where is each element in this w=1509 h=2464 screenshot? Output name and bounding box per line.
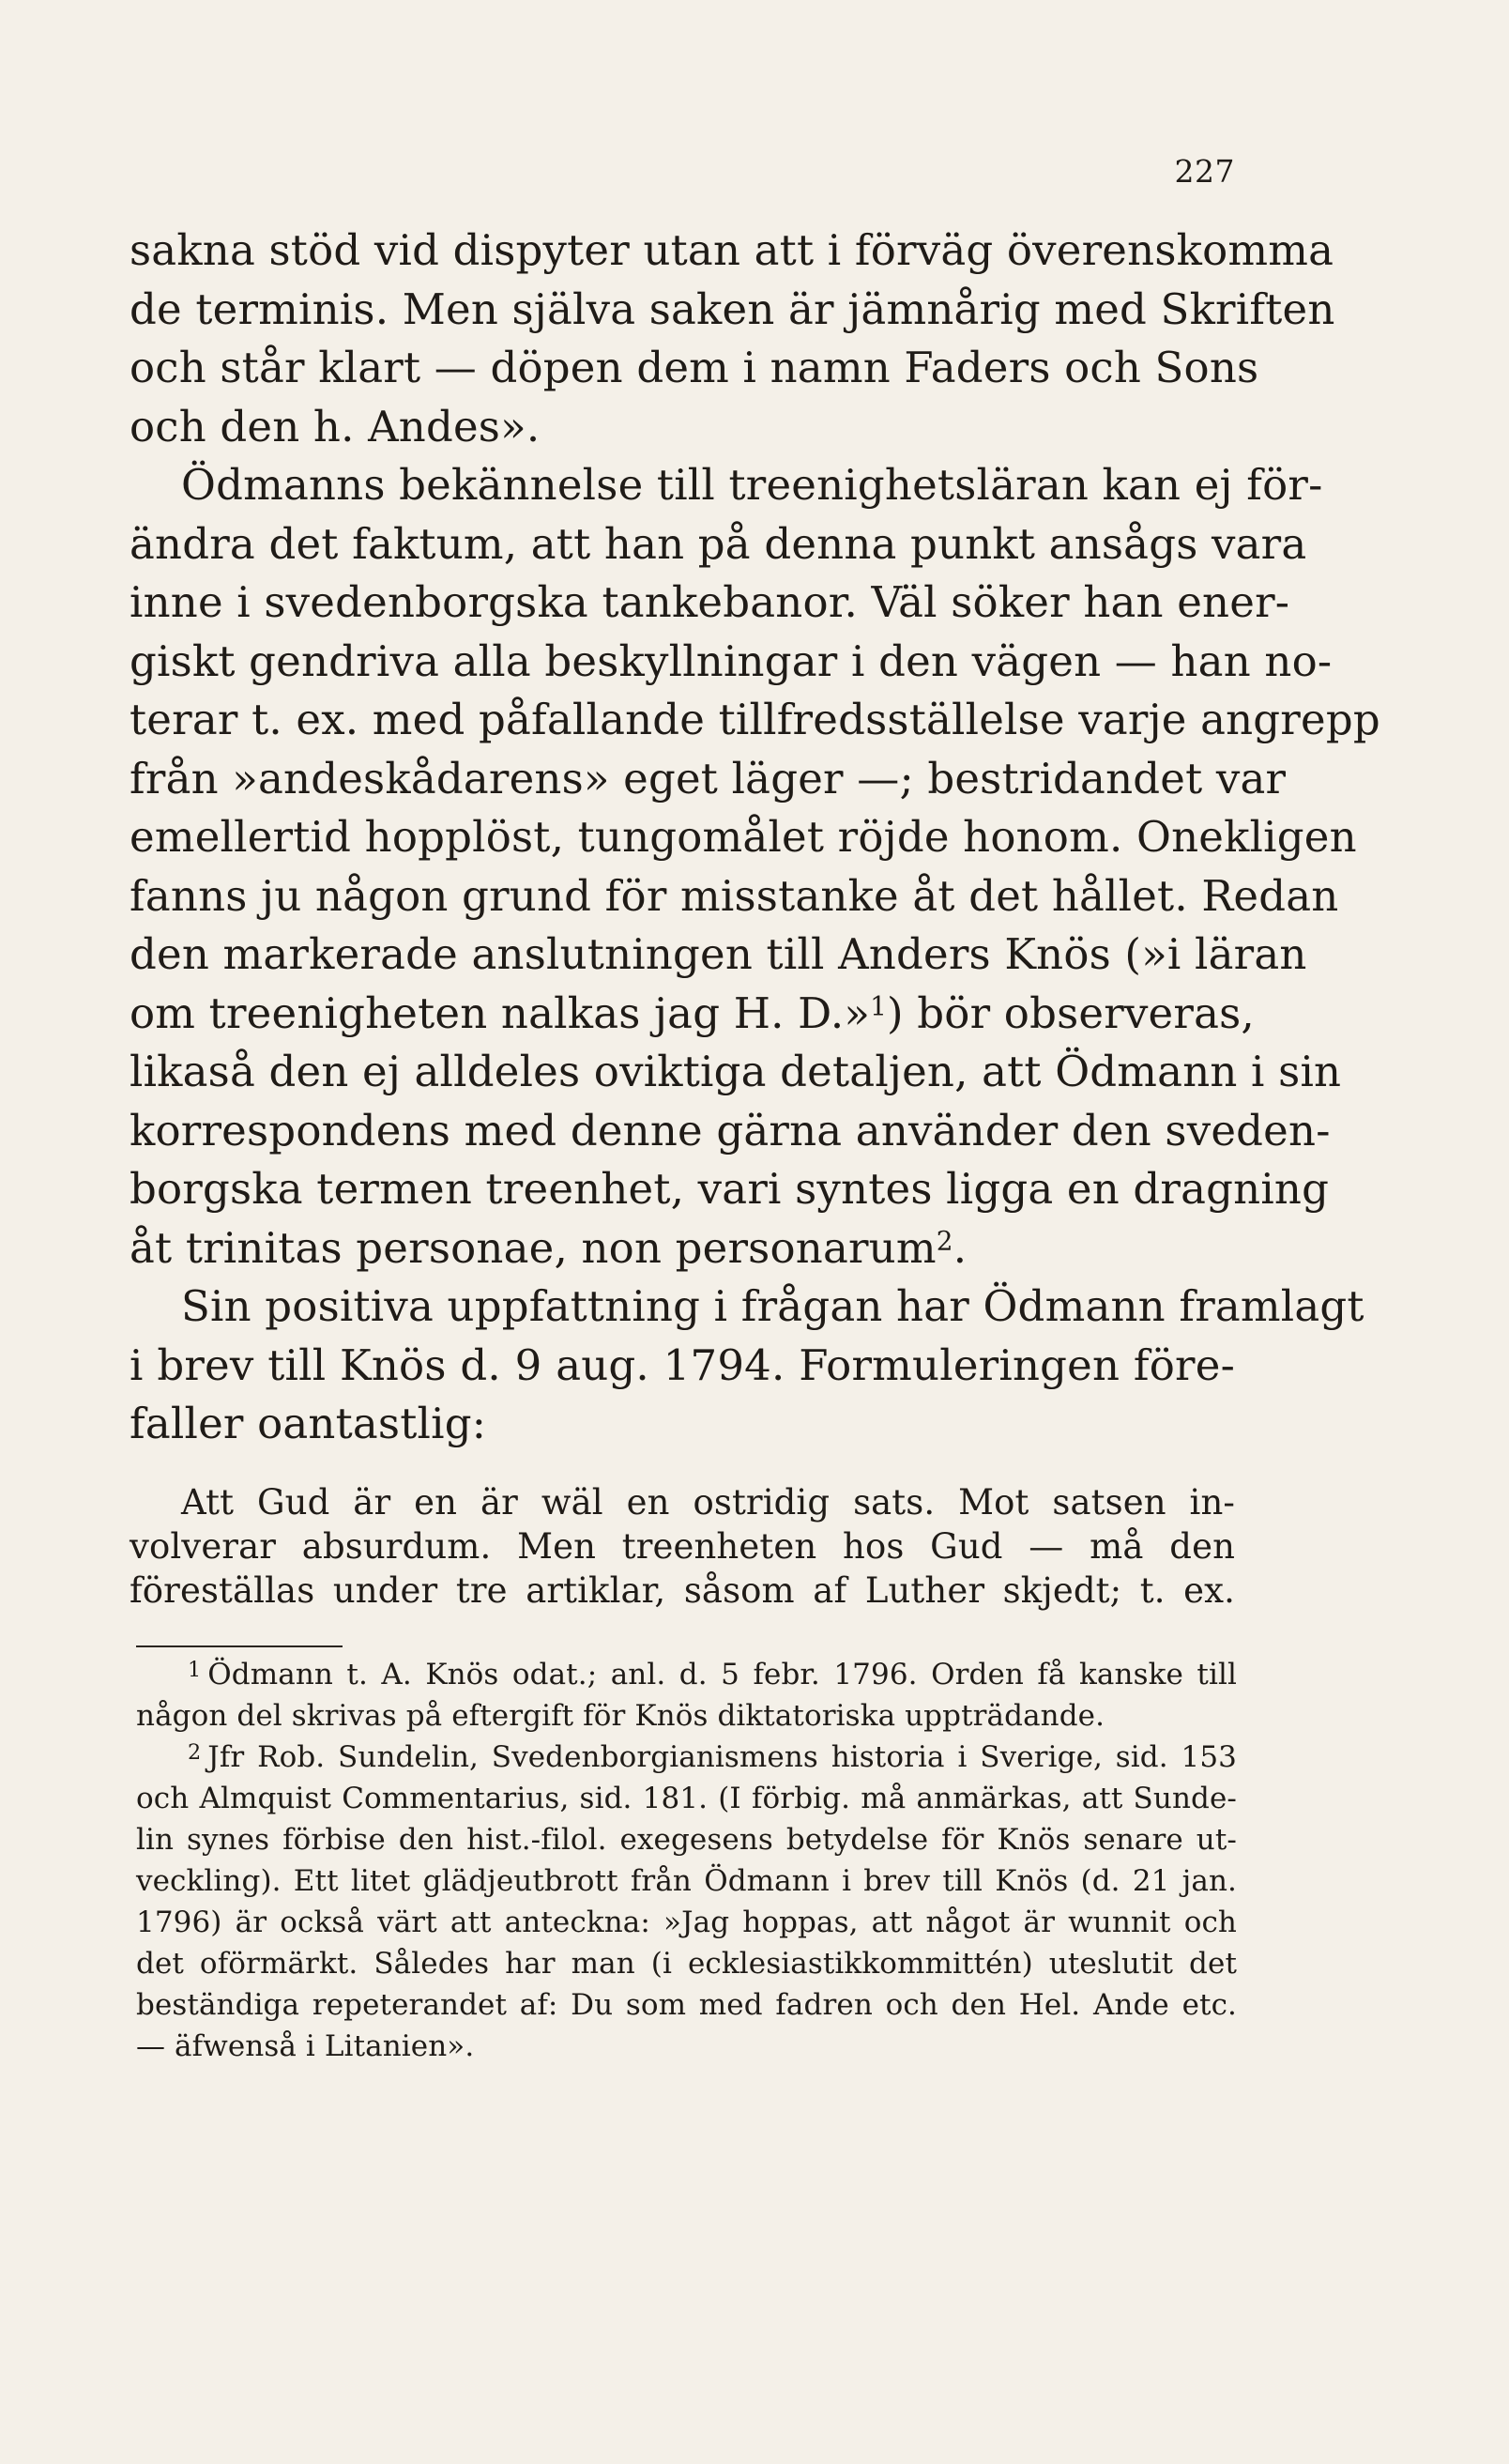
- text-line: i brev till Knös d. 9 aug. 1794. Formuleringen före‑: [130, 1339, 1235, 1390]
- text-line: korrespondens med denne gärna använder den sveden‑: [130, 1105, 1331, 1155]
- text-line: den markerade anslutningen till Anders Knös (»i läran: [130, 929, 1307, 979]
- text-line: från »andeskådarens» eget läger —; bestridandet var: [130, 753, 1287, 803]
- footnote-2-line: lin synes förbise den hist.-filol. exegesens betydelse för Knös senare ut‑: [136, 1823, 1237, 1857]
- text-line: likaså den ej alldeles oviktiga detaljen, att Ödmann i sin: [130, 1047, 1342, 1096]
- footnote-text: Ödmann t. A. Knös odat.; anl. d. 5 febr. 1796. Orden få kanske till: [207, 1658, 1237, 1691]
- text-line: Ödmanns bekännelse till treenighetsläran kan ej för‑: [181, 460, 1323, 510]
- footnote-1-line: [136, 1654, 1237, 1695]
- text-line: borgska termen treenhet, vari syntes ligga en dragning: [130, 1164, 1330, 1214]
- quote-line: föreställas under tre artiklar, såsom af Luther skjedt; t. ex.: [130, 1570, 1235, 1611]
- footnote-2-line: — äfwenså i Litanien».: [136, 2029, 475, 2063]
- text-line: terar t. ex. med påfallande tillfredsställelse varje angrepp: [130, 695, 1380, 744]
- footnote-marker-2: 2: [188, 1739, 202, 1765]
- footnote-2-line: veckling). Ett litet glädjeutbrott från Ödmann i brev till Knös (d. 21 jan.: [136, 1864, 1237, 1898]
- text-line-with-footnote-2: [130, 1219, 1235, 1278]
- text-line: faller oantastlig:: [130, 1399, 487, 1448]
- text-fragment: .: [953, 1222, 968, 1273]
- footnote-reference-2: 2: [936, 1225, 953, 1257]
- text-line: emellertid hopplöst, tungomålet röjde honom. Onekligen: [130, 812, 1357, 862]
- footnote-2-line: [136, 1737, 1237, 1778]
- quote-line: Att Gud är en är wäl en ostridig sats. Mot satsen in‑: [181, 1482, 1235, 1523]
- text-line: giskt gendriva alla beskyllningar i den vägen — han no‑: [130, 635, 1333, 686]
- block-quote: [130, 1480, 1235, 1613]
- footnote-1-line: någon del skrivas på eftergift för Knös diktatoriska uppträdande.: [136, 1699, 1105, 1733]
- footnote-marker-1: 1: [188, 1657, 202, 1682]
- page-number: 227: [1174, 153, 1235, 190]
- quote-line: volverar absurdum. Men treenheten hos Gud — må den: [130, 1526, 1235, 1567]
- footnotes: [136, 1654, 1237, 2067]
- text-line: de terminis. Men själva saken är jämnårig med Skriften: [130, 283, 1335, 334]
- footnote-2-line: 1796) är också värt att anteckna: »Jag hoppas, att något är wunnit och: [136, 1905, 1237, 1939]
- text-fragment: ) bör observeras,: [887, 987, 1255, 1038]
- text-line: Sin positiva uppfattning i frågan har Ödmann framlagt: [181, 1281, 1364, 1331]
- text-line: sakna stöd vid dispyter utan att i förväg överenskomma: [130, 225, 1334, 275]
- text-line: ändra det faktum, att han på denna punkt ansågs vara: [130, 518, 1307, 569]
- footnote-text: Jfr Rob. Sundelin, Svedenborgianismens historia i Sverige, sid. 153: [207, 1740, 1237, 1774]
- text-line: och står klart — döpen dem i namn Faders och Sons: [130, 343, 1259, 392]
- text-line: inne i svedenborgska tankebanor. Väl söker han ener‑: [130, 577, 1290, 627]
- text-fragment: åt trinitas personae, non personarum: [130, 1222, 937, 1273]
- footnote-2-line: det oförmärkt. Således har man (i ecklesiastikkommittén) uteslutit det: [136, 1947, 1237, 1981]
- text-line: och den h. Andes».: [130, 401, 541, 451]
- footnote-2-line: och Almquist Commentarius, sid. 181. (I förbig. må anmärkas, att Sunde‑: [136, 1782, 1237, 1815]
- footnote-reference-1: 1: [870, 990, 888, 1022]
- text-line-with-footnote-1: [130, 985, 1255, 1044]
- text-fragment: om treenigheten nalkas jag H. D.»: [130, 987, 871, 1038]
- text-line: fanns ju någon grund för misstanke åt det hållet. Redan: [130, 870, 1339, 921]
- main-text: [130, 222, 1380, 1454]
- footnote-2-line: beständiga repeterandet af: Du som med fadren och den Hel. Ande etc.: [136, 1988, 1237, 2022]
- footnote-separator: [136, 1645, 343, 1647]
